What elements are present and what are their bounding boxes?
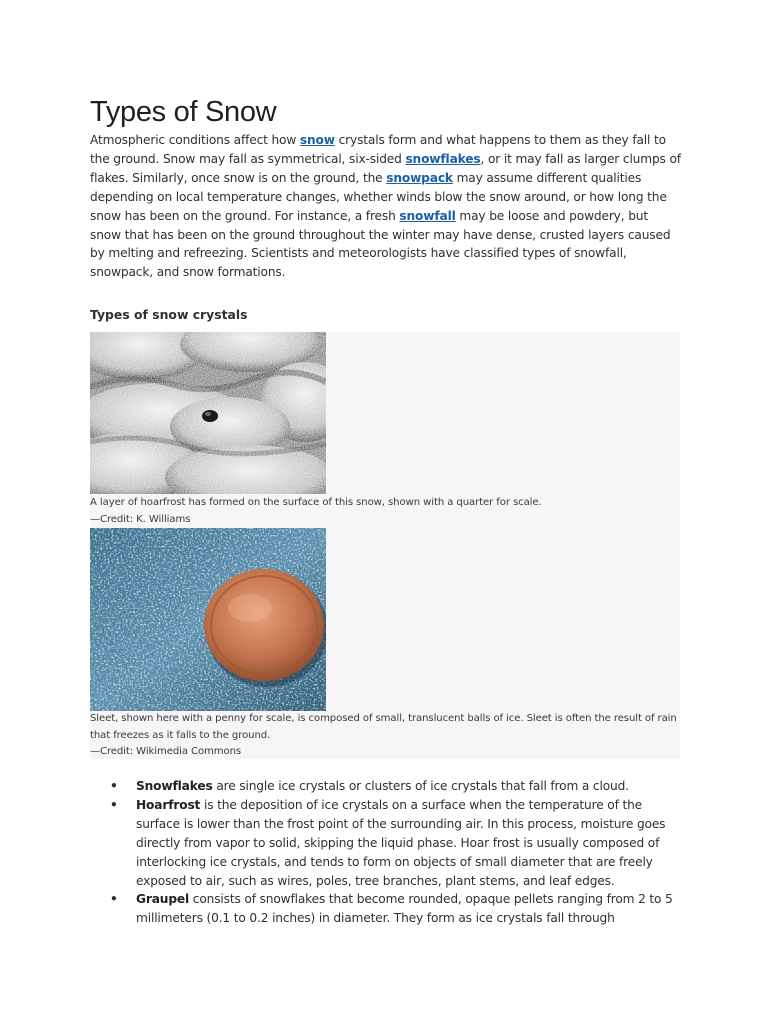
list-item <box>110 777 680 796</box>
page-title: Types of Snow <box>90 96 277 128</box>
figure-caption <box>90 495 680 528</box>
bullet-icon: • <box>110 797 118 812</box>
sleet-penny-photo <box>90 528 326 711</box>
intro-text: , or it may fall as larger clumps of flakes. Similarly, once snow is on the ground, the <box>90 151 681 185</box>
figure-caption <box>90 711 680 761</box>
list-term: Graupel <box>136 892 190 907</box>
snowflakes-link[interactable]: snowflakes <box>405 151 481 166</box>
hoarfrost-photo <box>90 332 326 494</box>
intro-text: may be loose and powdery, but snow that has been on the ground throughout the winter may have dense, crusted layers caused by melting and refreezing. Scientists and meteorologists have classified types of snowfall, snowpack, and snow formations. <box>90 208 671 280</box>
intro-paragraph <box>90 131 682 282</box>
list-item <box>110 796 680 891</box>
snowpack-link[interactable]: snowpack <box>386 170 453 185</box>
caption-text: A layer of hoarfrost has formed on the surface of this snow, shown with a quarter for scale. <box>90 497 542 508</box>
list-term: Hoarfrost <box>136 797 201 812</box>
figure-gallery <box>90 332 680 759</box>
bullet-icon: • <box>110 779 118 793</box>
snow-types-list <box>110 777 680 928</box>
snow-link[interactable]: snow <box>299 133 335 147</box>
list-text: is the deposition of ice crystals on a surface when the temperature of the surface is lower than the frost point of the surrounding air. In this process, moisture goes directly from vapor to solid, skipping the liquid phase. Hoar frost is usually composed of interlocking ice crystals, and tends to form on objects of small diameter that are freely exposed to air, such as wires, poles, tree branches, plant stems, and leaf edges. <box>136 797 666 888</box>
list-item <box>110 890 680 928</box>
list-text: are single ice crystals or clusters of ice crystals that fall from a cloud. <box>212 779 629 793</box>
caption-text: Sleet, shown here with a penny for scale, is composed of small, translucent balls of ice. Sleet is often the result of rain that freezes as it falls to the ground. <box>90 713 677 741</box>
snowfall-link[interactable]: snowfall <box>399 208 456 223</box>
intro-text: Atmospheric conditions affect how <box>90 133 300 147</box>
intro-text: may assume different qualities depending on local temperature changes, whether winds blow the snow around, or how long the snow has been on the ground. For instance, a fresh <box>90 170 667 223</box>
photo-credit: —Credit: Wikimedia Commons <box>90 746 242 757</box>
section-heading: Types of snow crystals <box>90 307 248 322</box>
intro-text: crystals form and what happens to them as they fall to the ground. Snow may fall as symmetrical, six-sided <box>90 133 666 166</box>
list-text: consists of snowflakes that become rounded, opaque pellets ranging from 2 to 5 millimeters (0.1 to 0.2 inches) in diameter. They form as ice crystals fall through <box>136 892 673 926</box>
photo-credit: —Credit: K. Williams <box>90 513 191 525</box>
list-term: Snowflakes <box>136 779 213 793</box>
bullet-icon: • <box>110 892 118 907</box>
